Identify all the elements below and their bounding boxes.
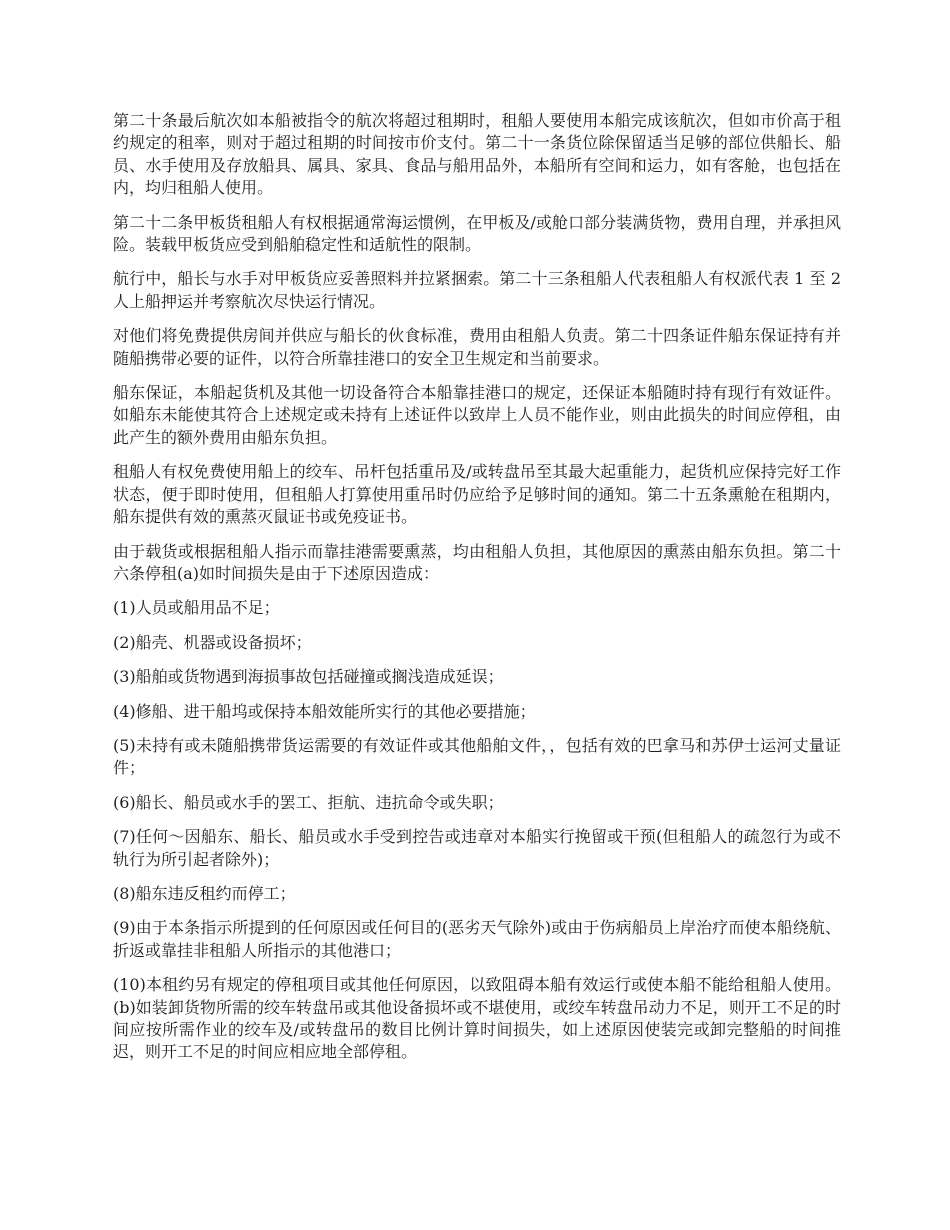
list-item: (5)未持有或未随船携带货运需要的有效证件或其他船舶文件，，包括有效的巴拿马和苏伊士运河丈量证件； (113, 735, 841, 778)
paragraph: 船东保证，本船起货机及其他一切设备符合本船靠挂港口的规定，还保证本船随时持有现行有效证件。如船东未能使其符合上述规定或未持有上述证件以致岸上人员不能作业，则由此损失的时间应停租，由此产生的额外费用由船东负担。 (113, 383, 841, 447)
paragraph: 航行中，船长与水手对甲板货应妥善照料并拉紧捆索。第二十三条租船人代表租船人有权派代表 1 至 2 人上船押运并考察航次尽快运行情况。 (113, 269, 841, 311)
list-item: (6)船长、船员或水手的罢工、拒航、违抗命令或失职； (113, 792, 504, 812)
paragraph: 对他们将免费提供房间并供应与船长的伙食标准，费用由租船人负责。第二十四条证件船东保证持有并随船携带必要的证件，以符合所靠挂港口的安全卫生规定和当前要求。 (113, 326, 841, 368)
list-item: (3)船舶或货物遇到海损事故包括碰撞或搁浅造成延误； (113, 667, 504, 687)
document-body (113, 110, 841, 1076)
paragraph: 租船人有权免费使用船上的绞车、吊杆包括重吊及/或转盘吊至其最大起重能力，起货机应保持完好工作状态，便于即时使用，但租船人打算使用重吊时仍应给予足够时间的通知。第二十五条熏舱在租期内，船东提供有效的熏蒸灭鼠证书或免疫证书。 (113, 462, 841, 527)
list-item: (7)任何～因船东、船长、船员或水手受到控告或违章对本船实行挽留或干预(但租船人的疏忽行为或不轨行为所引起者除外)； (113, 827, 841, 869)
paragraph: 第二十条最后航次如本船被指令的航次将超过租期时，租船人要使用本船完成该航次，但如市价高于租约规定的租率，则对于超过租期的时间按市价支付。第二十一条货位除保留适当足够的部位供船长、船员、水手使用及存放船具、属具、家具、食品与船用品外，本船所有空间和运力，如有客舱，也包括在内，均归租船人使用。 (113, 111, 841, 198)
list-item: (10)本租约另有规定的停租项目或其他任何原因，以致阻碍本船有效运行或使本船不能给租船人使用。(b)如装卸货物所需的绞车转盘吊或其他设备损坏或不堪使用，或绞车转盘吊动力不足，则开工不足的时间应按所需作业的绞车及/或转盘吊的数目比例计算时间损失，如上述原因使装完或卸完整船的时间推迟，则开工不足的时间应相应地全部停租。 (113, 975, 841, 1062)
list-item: (2)船壳、机器或设备损坏； (113, 632, 312, 652)
list-item: (8)船东违反租约而停工； (113, 883, 296, 903)
list-item: (9)由于本条指示所提到的任何原因或任何目的(恶劣天气除外)或由于伤病船员上岸治疗而使本船绕航、折返或靠挂非租船人所指示的其他港口； (113, 918, 841, 960)
list-item: (1)人员或船用品不足； (113, 598, 280, 618)
paragraph: 由于载货或根据租船人指示而靠挂港需要熏蒸，均由租船人负担，其他原因的熏蒸由船东负担。第二十六条停租(a)如时间损失是由于下述原因造成： (113, 541, 841, 583)
list-item: (4)修船、进干船坞或保持本船效能所实行的其他必要措施； (113, 701, 536, 721)
paragraph: 第二十二条甲板货租船人有权根据通常海运惯例，在甲板及/或舱口部分装满货物，费用自理，并承担风险。装载甲板货应受到船舶稳定性和适航性的限制。 (113, 212, 841, 255)
